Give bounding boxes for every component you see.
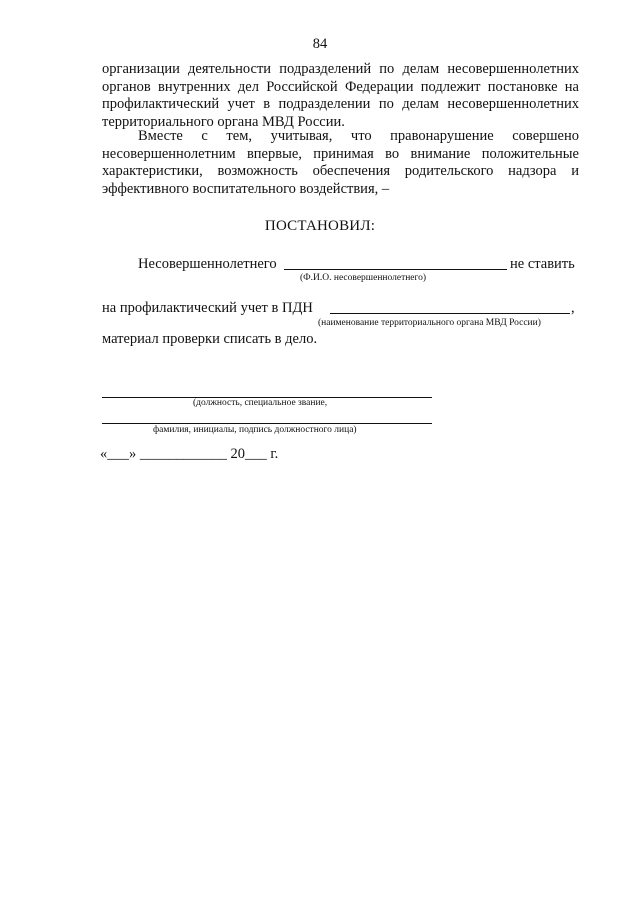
paragraph-circumstances: Вместе с тем, учитывая, что правонарушение совершено несовершеннолетним впервые, принимая во внимание положительные характеристики, возможность обеспечения родительского надзора и эффективного воспитательного воздействия, – bbox=[102, 128, 579, 197]
date-year-blank: ___ bbox=[245, 446, 267, 462]
signature-blank bbox=[102, 423, 432, 424]
minor-prefix: Несовершеннолетнего bbox=[138, 256, 277, 272]
date-year-prefix: 20 bbox=[230, 446, 245, 462]
paragraph-continuation: организации деятельности подразделений по делам несовершеннолетних органов внутренних дел Российской Федерации подлежит постановке на профилактический учет в подразделении по делам несовершеннолетних территориального органа МВД России. bbox=[102, 61, 579, 130]
minor-suffix: не ставить bbox=[510, 256, 575, 272]
minor-name-caption: (Ф.И.О. несовершеннолетнего) bbox=[300, 273, 427, 283]
page-number: 84 bbox=[312, 36, 328, 52]
position-caption: (должность, специальное звание, bbox=[193, 398, 328, 408]
date-line bbox=[100, 446, 278, 463]
date-open-quote: « bbox=[100, 446, 108, 462]
territorial-organ-blank bbox=[330, 313, 570, 314]
date-close-quote: » bbox=[129, 446, 137, 462]
decision-heading: ПОСТАНОВИЛ: bbox=[264, 218, 376, 234]
date-month-blank: ____________ bbox=[139, 446, 227, 462]
closing-text: материал проверки списать в дело. bbox=[102, 331, 318, 347]
registration-comma: , bbox=[571, 300, 575, 316]
registration-prefix: на профилактический учет в ПДН bbox=[102, 300, 313, 316]
signature-caption: фамилия, инициалы, подпись должностного лица) bbox=[153, 425, 357, 435]
minor-name-blank bbox=[284, 269, 507, 270]
date-day-blank: ___ bbox=[107, 446, 129, 462]
territorial-organ-caption: (наименование территориального органа МВД России) bbox=[318, 318, 541, 328]
date-year-suffix: г. bbox=[270, 446, 279, 462]
